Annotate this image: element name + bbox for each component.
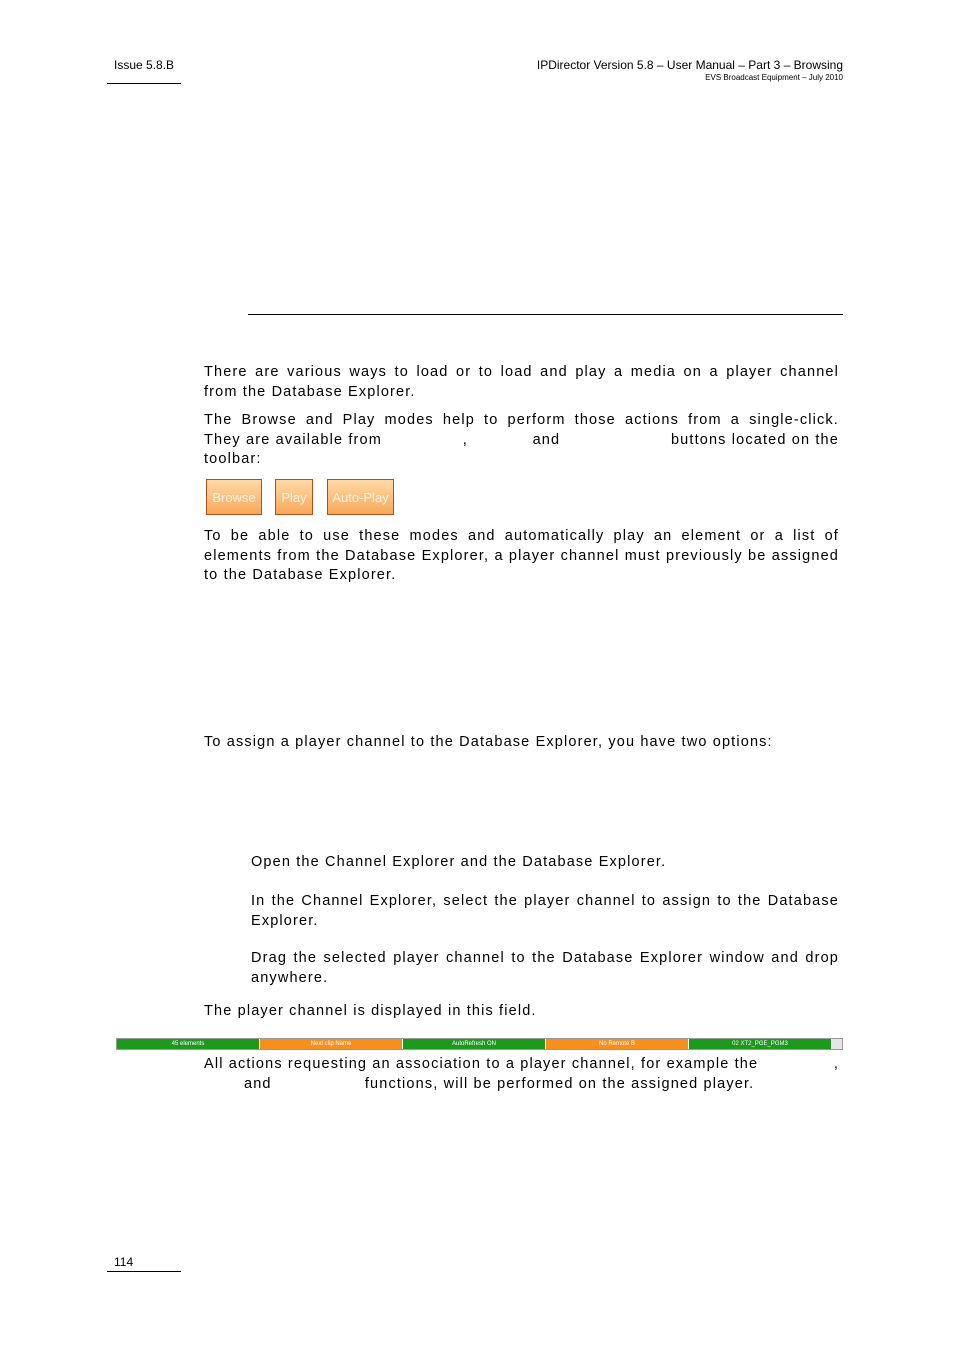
paragraph-actions-line2	[204, 1075, 839, 1095]
status-cell-autorefresh: AutoRefresh ON	[403, 1039, 546, 1049]
paragraph-actions	[204, 1055, 839, 1094]
modes-text-a: They are available from	[204, 431, 382, 448]
auto-play-button[interactable]: Auto-Play	[327, 479, 394, 515]
header-divider	[107, 83, 181, 84]
browse-button[interactable]: Browse	[206, 479, 262, 515]
header-title: IPDirector Version 5.8 – User Manual – Part 3 – Browsing	[536, 58, 843, 72]
actions-text-a: All actions requesting an association to a player channel, for example the	[204, 1056, 759, 1072]
header-title-block	[537, 58, 843, 84]
footer-divider	[107, 1271, 181, 1272]
modes-text-b: ,	[462, 431, 468, 448]
actions-text-d: functions, will be performed on the assigned player.	[364, 1075, 755, 1092]
header-issue: Issue 5.8.B	[114, 58, 175, 72]
status-bar	[116, 1038, 843, 1050]
actions-text-c: and	[244, 1075, 272, 1092]
step-2: In the Channel Explorer, select the player channel to assign to the Database Explorer.	[251, 893, 839, 929]
modes-text-c: and	[532, 431, 561, 448]
status-cell-remote: No Remote B	[546, 1039, 689, 1049]
paragraph-assign-options: To assign a player channel to the Database Explorer, you have two options:	[204, 734, 773, 750]
step-1: Open the Channel Explorer and the Database Explorer.	[251, 854, 667, 870]
paragraph-field-displayed: The player channel is displayed in this field.	[204, 1003, 537, 1019]
page-number: 114	[114, 1255, 134, 1269]
paragraph-requirement: To be able to use these modes and automatically play an element or a list of elements from the Database Explorer, a player channel must previously be assigned to the Database Explorer.	[204, 528, 839, 583]
status-cell-player-channel[interactable]: 02 XT2_PGE_PGM3	[689, 1039, 832, 1049]
paragraph-modes-line1: The Browse and Play modes help to perform those actions from a single-click.	[204, 412, 839, 428]
header-subtitle: EVS Broadcast Equipment – July 2010	[705, 73, 843, 82]
paragraph-modes-line2	[204, 431, 839, 451]
paragraph-intro: There are various ways to load or to load and play a media on a player channel from the Database Explorer.	[204, 364, 839, 400]
paragraph-actions-line1	[204, 1055, 839, 1075]
actions-text-b: ,	[833, 1056, 839, 1072]
paragraph-modes-line3: toolbar:	[204, 451, 262, 467]
modes-text-d: buttons located on the	[670, 431, 839, 448]
play-button[interactable]: Play	[275, 479, 313, 515]
step-3: Drag the selected player channel to the Database Explorer window and drop anywhere.	[251, 950, 839, 986]
status-cell-next-clip: Next clip Name	[260, 1039, 403, 1049]
section-rule	[248, 314, 843, 315]
paragraph-modes	[204, 411, 839, 470]
status-cell-elements: 45 elements	[117, 1039, 260, 1049]
status-bar-end	[832, 1039, 842, 1049]
